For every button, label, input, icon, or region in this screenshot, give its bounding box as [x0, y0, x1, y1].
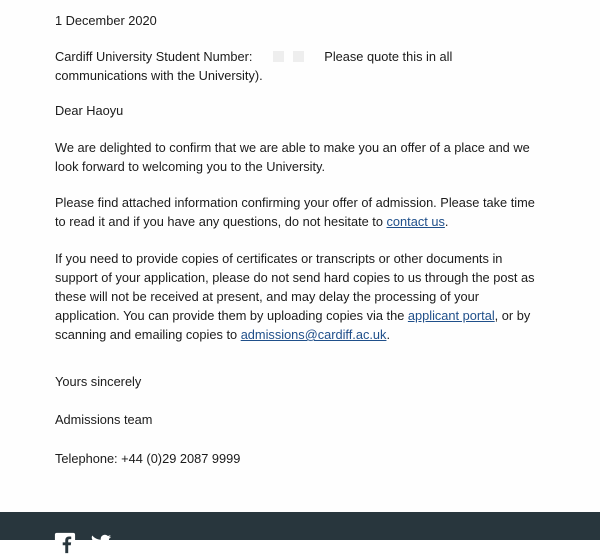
paragraph-text: . — [444, 214, 449, 229]
paragraph-line: these will not be received at present, and may delay the processing of your — [55, 289, 479, 304]
paragraph-text: scanning and emailing copies to — [55, 327, 241, 342]
paragraph-text: . — [386, 327, 391, 342]
greeting: Dear Haoyu — [55, 103, 124, 118]
redacted-digit-2 — [293, 51, 304, 62]
email-footer — [0, 512, 600, 540]
paragraph-text: , or by — [494, 308, 531, 323]
paragraph-line: support of your application, please do not send hard copies to us through the post as — [55, 270, 535, 285]
letter-date: 1 December 2020 — [55, 13, 157, 28]
student-number-note: Please quote this in all — [324, 49, 453, 64]
paragraph-line: We are delighted to confirm that we are able to make you an offer of a place and we — [55, 140, 530, 155]
facebook-icon[interactable] — [54, 532, 76, 554]
paragraph-attached-info — [55, 193, 535, 231]
social-links — [54, 532, 112, 554]
paragraph-text: application. You can provide them by uploading copies via the — [55, 308, 408, 323]
applicant-portal-link[interactable]: applicant portal — [407, 308, 495, 323]
paragraph-offer — [55, 138, 530, 176]
student-number-label: Cardiff University Student Number: — [55, 49, 253, 64]
signature: Admissions team — [55, 412, 153, 427]
paragraph-line: look forward to welcoming you to the University. — [55, 159, 326, 174]
contact-us-link[interactable]: contact us — [386, 214, 445, 229]
twitter-icon[interactable] — [90, 532, 112, 554]
telephone: Telephone: +44 (0)29 2087 9999 — [55, 451, 241, 466]
closing: Yours sincerely — [55, 374, 142, 389]
admissions-email-link[interactable]: admissions@cardiff.ac.uk — [240, 327, 387, 342]
student-number-block — [55, 47, 452, 85]
paragraph-text: to read it and if you have any questions, do not hesitate to — [55, 214, 387, 229]
paragraph-documents — [55, 249, 535, 344]
paragraph-line: If you need to provide copies of certificates or transcripts or other documents in — [55, 251, 503, 266]
paragraph-line: Please find attached information confirming your offer of admission. Please take time — [55, 195, 535, 210]
student-number-note-line2: communications with the University). — [55, 68, 263, 83]
redacted-digit-1 — [273, 51, 284, 62]
